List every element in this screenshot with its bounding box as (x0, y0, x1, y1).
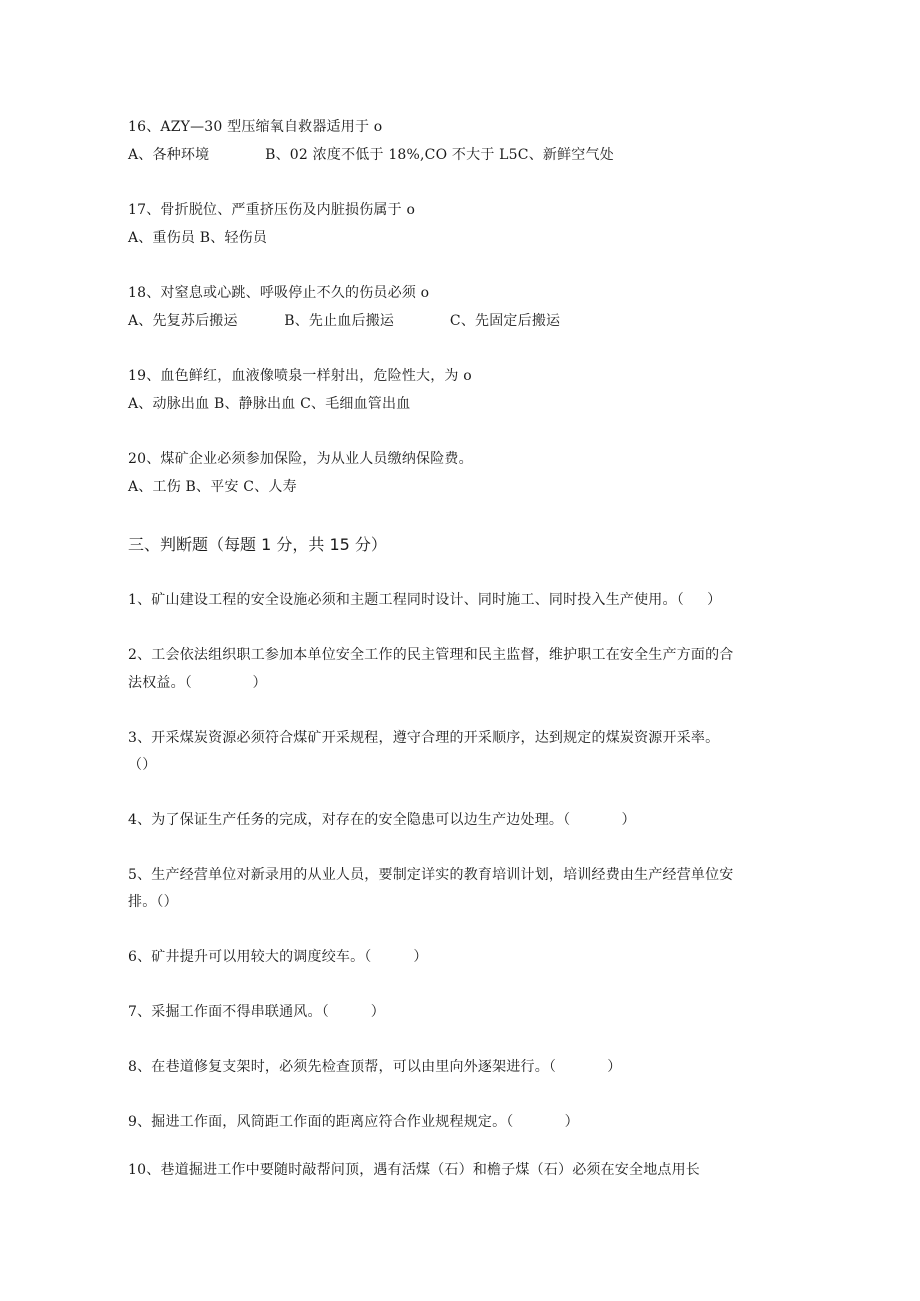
tf-item-3-cont: （） (128, 757, 157, 773)
tf-item-5-cont: 排。（） (128, 894, 178, 910)
tf-item-6: 6、矿井提升可以用较大的调度绞车。（ ） (128, 949, 428, 965)
question-19-options: A、动脉出血 B、静脉出血 C、毛细血管出血 (128, 396, 411, 412)
tf-item-3: 3、开采煤炭资源必须符合煤矿开采规程，遵守合理的开采顺序，达到规定的煤炭资源开采率。 (128, 730, 720, 746)
tf-item-4: 4、为了保证生产任务的完成，对存在的安全隐患可以边生产边处理。（ ） (128, 812, 636, 828)
tf-item-2: 2、工会依法组织职工参加本单位安全工作的民主管理和民主监督，维护职工在安全生产方面的合 (128, 647, 734, 663)
question-18-options: A、先复苏后搬运 B、先止血后搬运 C、先固定后搬运 (128, 313, 561, 329)
question-20: 20、煤矿企业必须参加保险，为从业人员缴纳保险费。 (128, 451, 473, 467)
tf-item-1: 1、矿山建设工程的安全设施必须和主题工程同时设计、同时施工、同时投入生产使用。（ ） (128, 592, 722, 608)
question-16: 16、AZY—30 型压缩氧自救器适用于 o (128, 119, 383, 135)
question-17: 17、骨折脱位、严重挤压伤及内脏损伤属于 o (128, 202, 416, 218)
tf-item-2-cont: 法权益。（ ） (128, 675, 267, 691)
section-heading: 三、判断题（每题 1 分，共 15 分） (128, 535, 387, 554)
question-16-options: A、各种环境 B、02 浓度不低于 18%,CO 不大于 L5C、新鲜空气处 (128, 147, 614, 163)
question-17-options: A、重伤员 B、轻伤员 (128, 230, 268, 246)
tf-item-7: 7、采掘工作面不得串联通风。（ ） (128, 1004, 385, 1020)
question-19: 19、血色鲜红，血液像喷泉一样射出，危险性大，为 o (128, 368, 472, 384)
tf-item-9: 9、掘进工作面，风筒距工作面的距离应符合作业规程规定。（ ） (128, 1114, 579, 1130)
tf-item-8: 8、在巷道修复支架时，必须先检查顶帮，可以由里向外逐架进行。（ ） (128, 1059, 622, 1075)
question-18: 18、对窒息或心跳、呼吸停止不久的伤员必须 o (128, 285, 430, 301)
tf-item-10: 10、巷道掘进工作中要随时敲帮问顶，遇有活煤（石）和檐子煤（石）必须在安全地点用长 (128, 1162, 701, 1178)
tf-item-5: 5、生产经营单位对新录用的从业人员，要制定详实的教育培训计划，培训经费由生产经营单位安 (128, 867, 734, 883)
question-20-options: A、工伤 B、平安 C、人寿 (128, 479, 297, 495)
